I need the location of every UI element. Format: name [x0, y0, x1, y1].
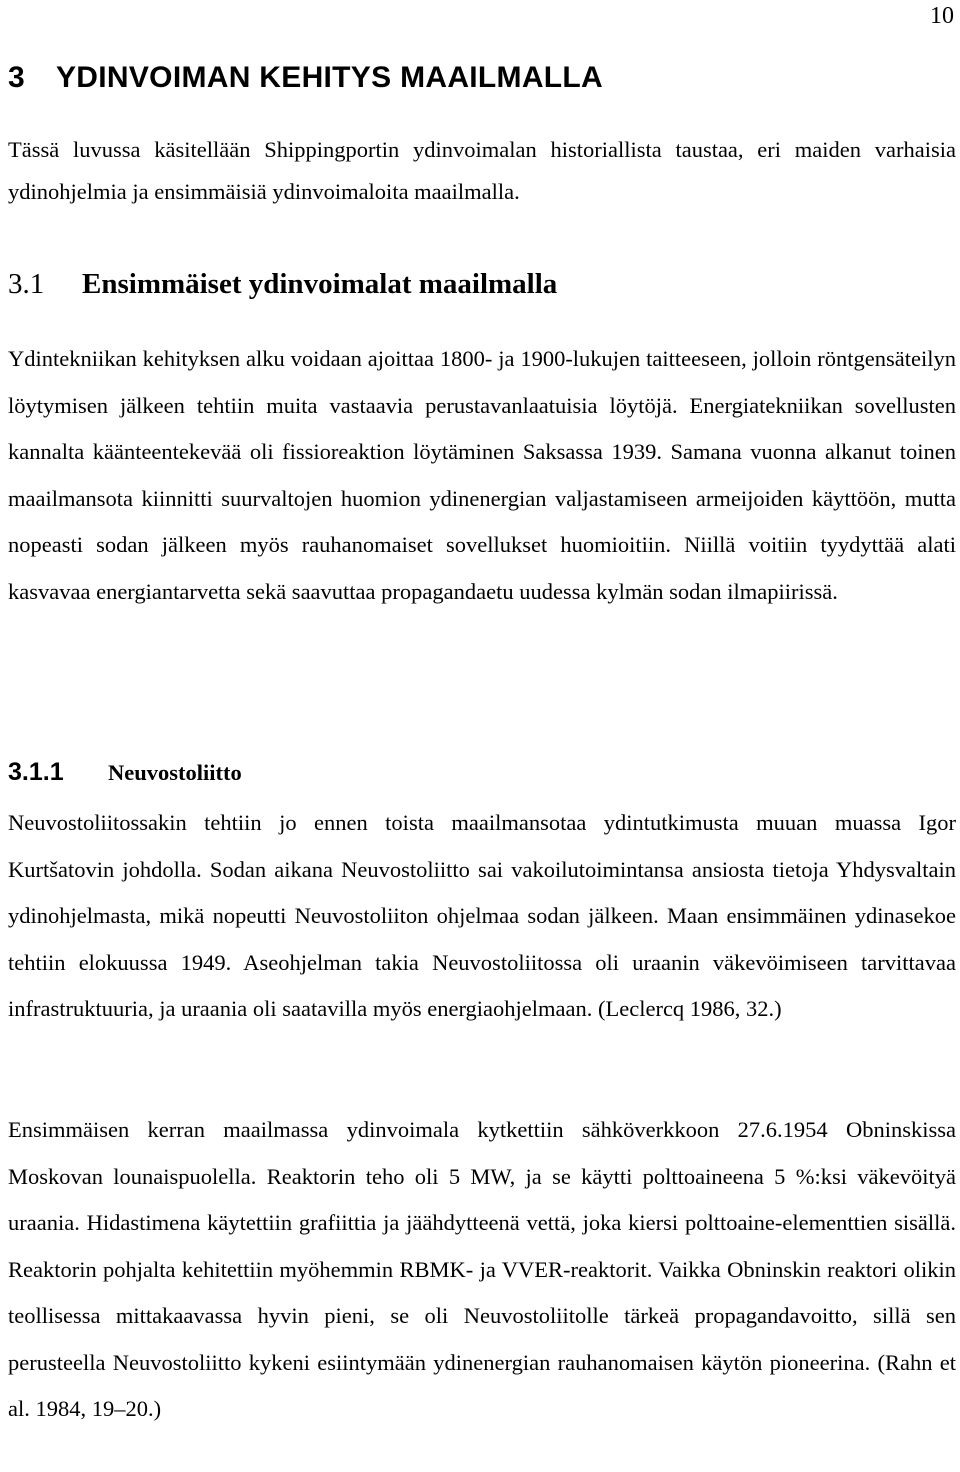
page-number: 10: [930, 3, 954, 29]
section-number: 3.1: [8, 268, 45, 300]
subsection-heading: [8, 752, 948, 793]
chapter-number: 3: [8, 61, 25, 94]
subsection-title: Neuvostoliitto: [108, 760, 242, 785]
chapter-title: YDINVOIMAN KEHITYS MAAILMALLA: [56, 61, 604, 94]
intro-paragraph: Tässä luvussa käsitellään Shippingportin ydinvoimalan historiallista taustaa, eri maiden varhaisia ydinohjelmia ja ensimmäisiä ydinvoimaloita maailmalla.: [8, 137, 956, 204]
chapter-heading: [8, 58, 948, 98]
subsection-paragraph-1: Neuvostoliitossakin tehtiin jo ennen toista maailmansotaa ydintutkimusta muuan muassa Igor Kurtšatovin johdolla. Sodan aikana Neuvostoliitto sai vakoilutoimintansa ansiosta tietoja Yhdysvaltain ydinohjelmasta, mikä nopeutti Neuvostoliiton ohjelmaa sodan jälkeen. Maan ensimmäinen ydinasekoe tehtiin elokuussa 1949. Aseohjelman takia Neuvostoliitossa oli uraanin väkevöimiseen tarvittavaa infrastruktuuria, ja uraania oli saatavilla myös energiaohjelmaan. (Leclercq 1986, 32.): [8, 810, 956, 1021]
section-title: Ensimmäiset ydinvoimalat maailmalla: [82, 268, 558, 300]
section-heading: [8, 264, 948, 304]
subsection-paragraph-2: Ensimmäisen kerran maailmassa ydinvoimala kytkettiin sähköverkkoon 27.6.1954 Obninskissa Moskovan lounaispuolella. Reaktorin teho oli 5 MW, ja se käytti polttoaineena 5 %:ksi väkevöityä uraania. Hidastimena käytettiin grafiittia ja jäähdytteenä vettä, joka kiersi polttoaine-elementtien sisällä. Reaktorin pohjalta kehitettiin myöhemmin RBMK- ja VVER-reaktorit. Vaikka Obninskin reaktori olikin teollisessa mittakaavassa hyvin pieni, se oli Neuvostoliitolle tärkeä propagandavoitto, sillä sen perusteella Neuvostoliitto kykeni esiintymään ydinenergian rauhanomaisen käytön pioneerina. (Rahn et al. 1984, 19–20.): [8, 1117, 956, 1421]
section-paragraph: Ydintekniikan kehityksen alku voidaan ajoittaa 1800- ja 1900-lukujen taitteeseen, jolloin röntgensäteilyn löytymisen jälkeen tehtiin muita vastaavia perustavanlaatuisia löytöjä. Energiatekniikan sovellusten kannalta käänteentekevää oli fissioreaktion löytäminen Saksassa 1939. Samana vuonna alkanut toinen maailmansota kiinnitti suurvaltojen huomion ydinenergian valjastamiseen armeijoiden käyttöön, mutta nopeasti sodan jälkeen myös rauhanomaiset sovellukset huomioitiin. Niillä voitiin tyydyttää alati kasvavaa energiantarvetta sekä saavuttaa propagandaetu uudessa kylmän sodan ilmapiirissä.: [8, 346, 956, 604]
subsection-number: 3.1.1: [8, 758, 64, 786]
